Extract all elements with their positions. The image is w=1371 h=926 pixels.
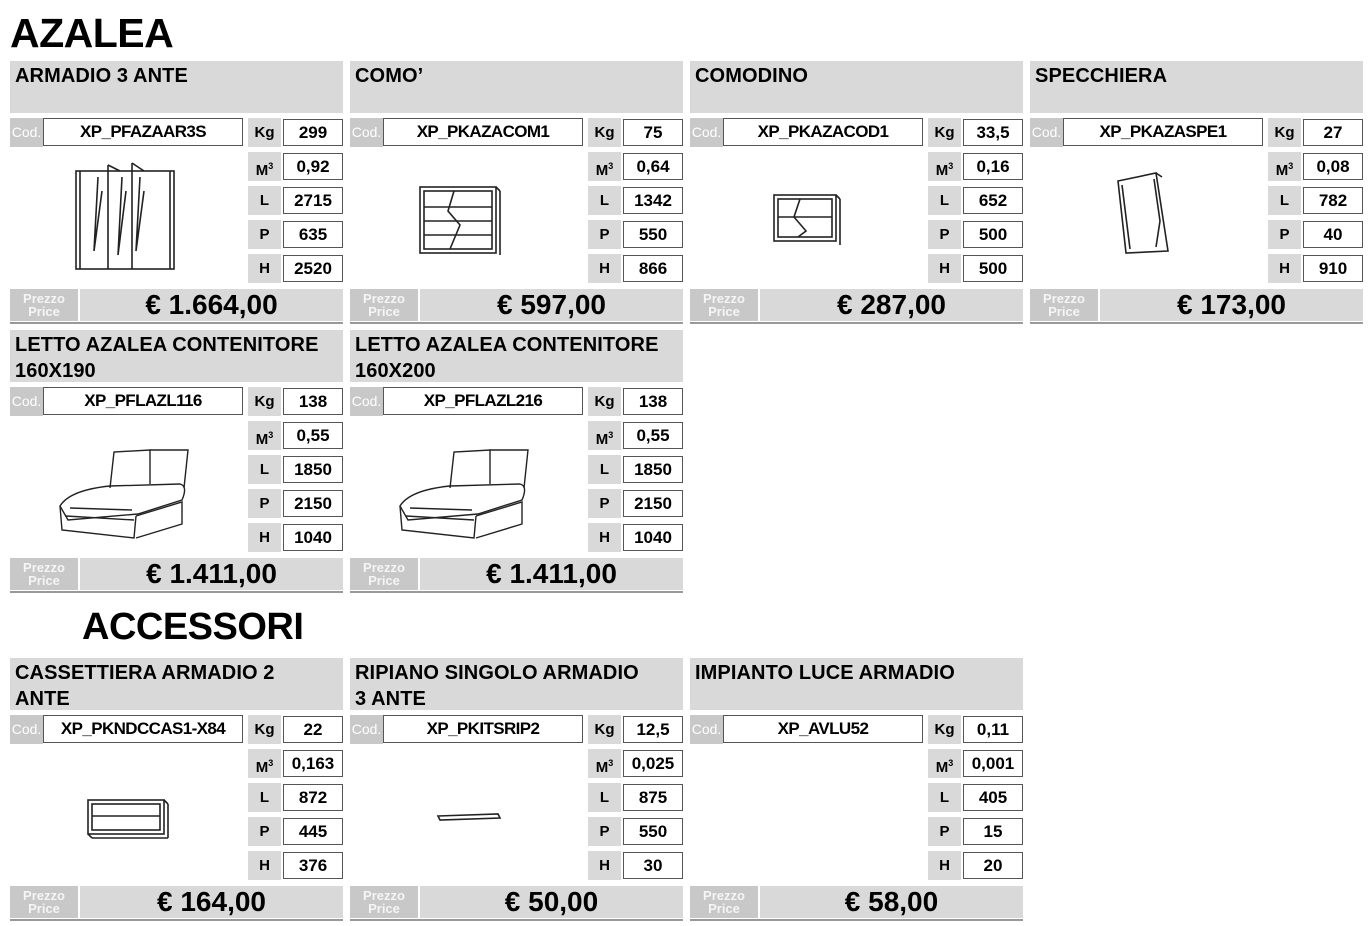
spec-p-label: P bbox=[588, 220, 621, 249]
spec-p-value: 40 bbox=[1303, 221, 1363, 248]
spec-m3-label: $M^3$ bbox=[248, 152, 281, 181]
spec-l-label: L bbox=[588, 783, 621, 812]
spec-l-label: L bbox=[1268, 186, 1301, 215]
spec-kg-row bbox=[588, 118, 683, 147]
spec-m3-value: 0,16 bbox=[963, 153, 1023, 180]
spec-h-value: 2520 bbox=[283, 255, 343, 282]
price-label: Prezzo Price bbox=[350, 558, 418, 590]
spec-p-value: 550 bbox=[623, 818, 683, 845]
spec-p-label: P bbox=[588, 817, 621, 846]
spec-m3-value: 0,08 bbox=[1303, 153, 1363, 180]
product-card bbox=[690, 658, 1023, 922]
spec-m3-label: $M^3$ bbox=[928, 749, 961, 778]
cod-label: Cod. bbox=[1030, 118, 1063, 147]
product-code: XP_PKAZACOM1 bbox=[383, 118, 583, 146]
spec-kg-row bbox=[588, 387, 683, 416]
spec-l-row bbox=[248, 455, 343, 484]
product-card bbox=[10, 658, 343, 922]
product-name bbox=[690, 61, 1023, 113]
spec-kg-value: 75 bbox=[623, 119, 683, 146]
spec-h-value: 30 bbox=[623, 852, 683, 879]
spec-kg-label: Kg bbox=[928, 118, 961, 147]
spec-p-row bbox=[248, 817, 343, 846]
spec-m3-label: $M^3$ bbox=[588, 421, 621, 450]
spec-kg-label: Kg bbox=[588, 387, 621, 416]
spec-m3-value: 0,001 bbox=[963, 750, 1023, 777]
price-label: Prezzo Price bbox=[10, 289, 78, 321]
spec-m3-value: 0,55 bbox=[283, 422, 343, 449]
spec-l-row bbox=[248, 783, 343, 812]
product-name-line1: CASSETTIERA ARMADIO 2 bbox=[15, 662, 275, 684]
spec-kg-label: Kg bbox=[248, 118, 281, 147]
product-name-line2: 160X200 bbox=[355, 360, 436, 382]
product-code: XP_AVLU52 bbox=[723, 715, 923, 743]
spec-h-row bbox=[248, 851, 343, 880]
price-label: Prezzo Price bbox=[1030, 289, 1098, 321]
spec-l-label: L bbox=[928, 783, 961, 812]
spec-l-value: 2715 bbox=[283, 187, 343, 214]
dresser-icon bbox=[350, 151, 583, 287]
spec-p-value: 500 bbox=[963, 221, 1023, 248]
spec-l-row bbox=[1268, 186, 1363, 215]
spec-p-row bbox=[928, 220, 1023, 249]
product-name-line2: 160X190 bbox=[15, 360, 96, 382]
bed-icon bbox=[10, 420, 243, 556]
product-price: € 164,00 bbox=[80, 886, 343, 918]
product-card bbox=[1030, 61, 1363, 325]
spec-l-value: 1850 bbox=[623, 456, 683, 483]
spec-m3-row bbox=[588, 421, 683, 450]
spec-p-label: P bbox=[1268, 220, 1301, 249]
price-label: Prezzo Price bbox=[10, 558, 78, 590]
spec-l-row bbox=[248, 186, 343, 215]
spec-p-value: 635 bbox=[283, 221, 343, 248]
spec-p-label: P bbox=[248, 220, 281, 249]
product-name-line1: IMPIANTO LUCE ARMADIO bbox=[695, 662, 955, 684]
spec-m3-row bbox=[248, 749, 343, 778]
spec-kg-value: 12,5 bbox=[623, 716, 683, 743]
product-name bbox=[10, 61, 343, 113]
spec-p-row bbox=[248, 220, 343, 249]
spec-h-row bbox=[588, 851, 683, 880]
spec-kg-row bbox=[248, 715, 343, 744]
spec-kg-value: 299 bbox=[283, 119, 343, 146]
spec-kg-value: 33,5 bbox=[963, 119, 1023, 146]
spec-p-row bbox=[928, 817, 1023, 846]
spec-kg-row bbox=[1268, 118, 1363, 147]
spec-l-row bbox=[588, 186, 683, 215]
spec-h-label: H bbox=[588, 254, 621, 283]
product-card bbox=[690, 61, 1023, 325]
spec-m3-value: 0,64 bbox=[623, 153, 683, 180]
nightstand-icon bbox=[690, 151, 923, 287]
spec-p-row bbox=[248, 489, 343, 518]
spec-kg-label: Kg bbox=[588, 118, 621, 147]
price-label: Prezzo Price bbox=[350, 289, 418, 321]
spec-h-value: 1040 bbox=[623, 524, 683, 551]
cod-label: Cod. bbox=[350, 387, 383, 416]
spec-p-value: 445 bbox=[283, 818, 343, 845]
cod-label: Cod. bbox=[350, 118, 383, 147]
product-name-line1: LETTO AZALEA CONTENITORE bbox=[355, 334, 659, 356]
spec-p-label: P bbox=[928, 220, 961, 249]
product-card bbox=[350, 658, 683, 922]
spec-m3-row bbox=[1268, 152, 1363, 181]
product-card bbox=[10, 61, 343, 325]
product-code: XP_PKAZACOD1 bbox=[723, 118, 923, 146]
mirror-icon bbox=[1030, 151, 1263, 287]
spec-l-label: L bbox=[928, 186, 961, 215]
spec-l-row bbox=[588, 783, 683, 812]
product-price: € 1.664,00 bbox=[80, 289, 343, 321]
spec-kg-label: Kg bbox=[928, 715, 961, 744]
spec-kg-label: Kg bbox=[1268, 118, 1301, 147]
product-name bbox=[350, 61, 683, 113]
product-name-line2: 3 ANTE bbox=[355, 688, 426, 710]
product-card bbox=[350, 61, 683, 325]
product-price: € 1.411,00 bbox=[80, 558, 343, 590]
price-divider bbox=[350, 322, 683, 324]
spec-p-row bbox=[588, 489, 683, 518]
spec-m3-value: 0,55 bbox=[623, 422, 683, 449]
product-image-empty bbox=[690, 748, 923, 884]
spec-l-value: 875 bbox=[623, 784, 683, 811]
spec-m3-value: 0,025 bbox=[623, 750, 683, 777]
spec-h-label: H bbox=[248, 523, 281, 552]
spec-m3-row bbox=[248, 152, 343, 181]
spec-m3-row bbox=[588, 749, 683, 778]
cod-label: Cod. bbox=[350, 715, 383, 744]
spec-h-value: 910 bbox=[1303, 255, 1363, 282]
spec-h-row bbox=[248, 254, 343, 283]
spec-p-value: 2150 bbox=[623, 490, 683, 517]
spec-p-row bbox=[588, 220, 683, 249]
price-divider bbox=[690, 322, 1023, 324]
section-title-azalea: AZALEA bbox=[10, 10, 174, 56]
spec-h-value: 500 bbox=[963, 255, 1023, 282]
product-price: € 1.411,00 bbox=[420, 558, 683, 590]
product-name bbox=[10, 658, 343, 710]
product-name-line1: RIPIANO SINGOLO ARMADIO bbox=[355, 662, 639, 684]
product-code: XP_PFLAZL116 bbox=[43, 387, 243, 415]
cod-label: Cod. bbox=[10, 118, 43, 147]
spec-l-label: L bbox=[248, 455, 281, 484]
product-code: XP_PFLAZL216 bbox=[383, 387, 583, 415]
product-name bbox=[690, 658, 1023, 710]
spec-h-row bbox=[588, 523, 683, 552]
section-title-accessori: ACCESSORI bbox=[82, 606, 304, 648]
spec-l-row bbox=[928, 783, 1023, 812]
spec-m3-label: $M^3$ bbox=[588, 152, 621, 181]
spec-h-label: H bbox=[248, 851, 281, 880]
spec-p-row bbox=[1268, 220, 1363, 249]
spec-h-label: H bbox=[588, 523, 621, 552]
spec-kg-row bbox=[928, 118, 1023, 147]
spec-m3-row bbox=[928, 152, 1023, 181]
spec-kg-label: Kg bbox=[248, 715, 281, 744]
spec-h-value: 376 bbox=[283, 852, 343, 879]
product-price: € 50,00 bbox=[420, 886, 683, 918]
spec-p-row bbox=[588, 817, 683, 846]
product-code: XP_PKNDCCAS1-X84 bbox=[43, 715, 243, 743]
spec-p-label: P bbox=[248, 817, 281, 846]
spec-h-label: H bbox=[1268, 254, 1301, 283]
spec-kg-value: 22 bbox=[283, 716, 343, 743]
spec-p-value: 2150 bbox=[283, 490, 343, 517]
price-label: Prezzo Price bbox=[10, 886, 78, 918]
spec-l-value: 872 bbox=[283, 784, 343, 811]
product-name bbox=[1030, 61, 1363, 113]
spec-m3-label: $M^3$ bbox=[928, 152, 961, 181]
product-code: XP_PKAZASPE1 bbox=[1063, 118, 1263, 146]
spec-m3-row bbox=[928, 749, 1023, 778]
spec-h-label: H bbox=[588, 851, 621, 880]
product-price: € 173,00 bbox=[1100, 289, 1363, 321]
product-name bbox=[350, 330, 683, 382]
product-card bbox=[350, 330, 683, 594]
spec-l-label: L bbox=[588, 186, 621, 215]
spec-l-value: 405 bbox=[963, 784, 1023, 811]
spec-m3-row bbox=[248, 421, 343, 450]
price-label: Prezzo Price bbox=[350, 886, 418, 918]
spec-p-label: P bbox=[248, 489, 281, 518]
spec-kg-row bbox=[248, 387, 343, 416]
spec-l-row bbox=[588, 455, 683, 484]
product-name bbox=[350, 658, 683, 710]
spec-h-row bbox=[588, 254, 683, 283]
spec-h-row bbox=[928, 851, 1023, 880]
spec-h-row bbox=[928, 254, 1023, 283]
spec-kg-row bbox=[248, 118, 343, 147]
spec-l-label: L bbox=[248, 783, 281, 812]
product-name-line1: COMODINO bbox=[695, 65, 809, 87]
spec-l-label: L bbox=[248, 186, 281, 215]
product-name-line1: SPECCHIERA bbox=[1035, 65, 1168, 87]
spec-h-label: H bbox=[928, 254, 961, 283]
price-divider bbox=[1030, 322, 1363, 324]
cod-label: Cod. bbox=[10, 387, 43, 416]
spec-kg-label: Kg bbox=[248, 387, 281, 416]
spec-h-label: H bbox=[248, 254, 281, 283]
spec-kg-value: 27 bbox=[1303, 119, 1363, 146]
spec-p-label: P bbox=[588, 489, 621, 518]
spec-h-label: H bbox=[928, 851, 961, 880]
spec-kg-row bbox=[588, 715, 683, 744]
cod-label: Cod. bbox=[10, 715, 43, 744]
product-name-line1: ARMADIO 3 ANTE bbox=[15, 65, 188, 87]
price-divider bbox=[10, 919, 343, 921]
price-divider bbox=[350, 591, 683, 593]
spec-h-row bbox=[1268, 254, 1363, 283]
product-price: € 597,00 bbox=[420, 289, 683, 321]
spec-h-value: 20 bbox=[963, 852, 1023, 879]
product-card bbox=[10, 330, 343, 594]
spec-kg-label: Kg bbox=[588, 715, 621, 744]
bed-icon bbox=[350, 420, 583, 556]
spec-l-value: 1850 bbox=[283, 456, 343, 483]
spec-h-value: 1040 bbox=[283, 524, 343, 551]
spec-m3-row bbox=[588, 152, 683, 181]
spec-m3-value: 0,163 bbox=[283, 750, 343, 777]
spec-h-value: 866 bbox=[623, 255, 683, 282]
product-code: XP_PKITSRIP2 bbox=[383, 715, 583, 743]
spec-p-label: P bbox=[928, 817, 961, 846]
spec-l-value: 782 bbox=[1303, 187, 1363, 214]
shelf-icon bbox=[350, 748, 583, 884]
wardrobe-icon bbox=[10, 151, 243, 287]
spec-m3-label: $M^3$ bbox=[248, 749, 281, 778]
spec-p-value: 15 bbox=[963, 818, 1023, 845]
product-code: XP_PFAZAAR3S bbox=[43, 118, 243, 146]
spec-m3-label: $M^3$ bbox=[1268, 152, 1301, 181]
spec-l-value: 1342 bbox=[623, 187, 683, 214]
spec-l-value: 652 bbox=[963, 187, 1023, 214]
cod-label: Cod. bbox=[690, 118, 723, 147]
product-price: € 287,00 bbox=[760, 289, 1023, 321]
product-name-line1: COMO’ bbox=[355, 65, 424, 87]
spec-m3-label: $M^3$ bbox=[248, 421, 281, 450]
product-price: € 58,00 bbox=[760, 886, 1023, 918]
spec-kg-row bbox=[928, 715, 1023, 744]
spec-m3-value: 0,92 bbox=[283, 153, 343, 180]
spec-m3-label: $M^3$ bbox=[588, 749, 621, 778]
price-label: Prezzo Price bbox=[690, 886, 758, 918]
spec-p-value: 550 bbox=[623, 221, 683, 248]
price-divider bbox=[350, 919, 683, 921]
spec-l-row bbox=[928, 186, 1023, 215]
price-divider bbox=[10, 322, 343, 324]
spec-kg-value: 138 bbox=[623, 388, 683, 415]
spec-kg-value: 138 bbox=[283, 388, 343, 415]
spec-kg-value: 0,11 bbox=[963, 716, 1023, 743]
product-name-line1: LETTO AZALEA CONTENITORE bbox=[15, 334, 319, 356]
spec-l-label: L bbox=[588, 455, 621, 484]
product-name bbox=[10, 330, 343, 382]
spec-h-row bbox=[248, 523, 343, 552]
cod-label: Cod. bbox=[690, 715, 723, 744]
price-divider bbox=[10, 591, 343, 593]
price-label: Prezzo Price bbox=[690, 289, 758, 321]
price-divider bbox=[690, 919, 1023, 921]
drawer-unit-icon bbox=[10, 748, 243, 884]
product-name-line2: ANTE bbox=[15, 688, 70, 710]
